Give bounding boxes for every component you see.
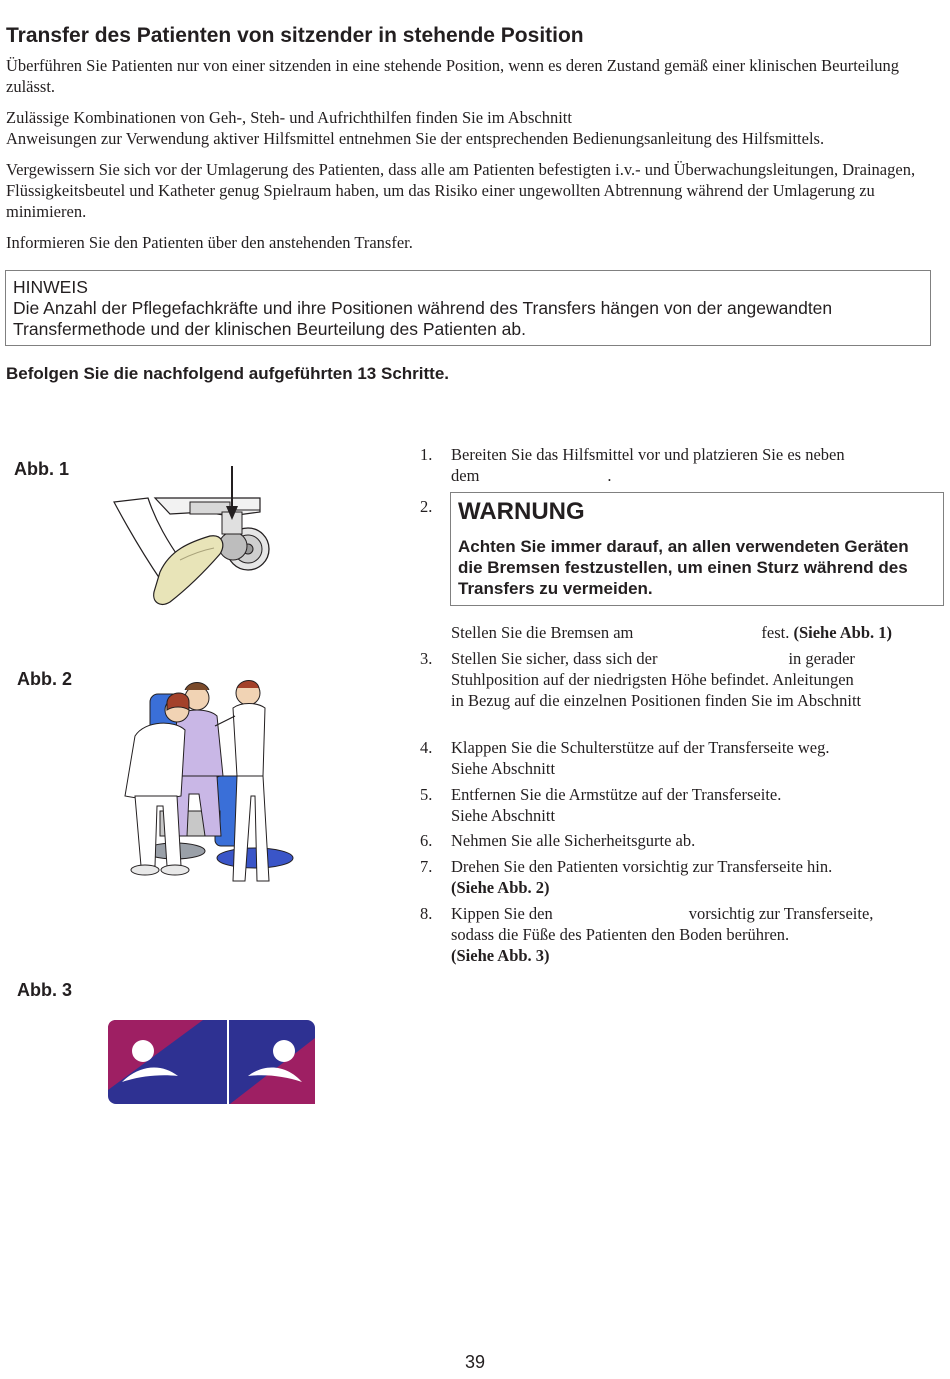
note-box: [5, 270, 931, 346]
warning-box: [450, 492, 944, 606]
step-6-text: Nehmen Sie alle Sicherheitsgurte ab.: [451, 831, 696, 850]
lines-check-paragraph: Vergewissern Sie sich vor der Umlagerung des Patienten, dass alle am Patienten befestigten i.v.- und Überwachungsleitungen, Drainagen, Flüssigkeitsbeutel und Katheter genug Spielraum haben, um das Risiko einer ungewollten Abtrennung während der Umlagerung zu minimieren.: [6, 160, 916, 221]
step-5-line-b: Siehe Abschnitt: [451, 806, 556, 825]
step-3-line-b: in gerader: [788, 649, 855, 668]
step-2-number: 2.: [420, 497, 433, 516]
step-8-line-a: Kippen Sie den: [451, 904, 553, 923]
step-4-number: 4.: [420, 738, 433, 757]
figure-3-tilt-panel: [108, 1020, 315, 1104]
intro-paragraph: Überführen Sie Patienten nur von einer sitzenden in eine stehende Position, wenn es deren Zustand gemäß einer klinischen Beurteilung zulässt.: [6, 56, 900, 96]
step-3-number: 3.: [420, 649, 433, 668]
page-title: Transfer des Patienten von sitzender in stehende Position: [6, 24, 584, 47]
note-label: HINWEIS: [13, 277, 88, 297]
step-8-line-c: sodass die Füße des Patienten den Boden berühren.: [451, 925, 790, 944]
step-1-number: 1.: [420, 445, 433, 464]
tilt-person-head-icon: [132, 1040, 154, 1062]
step-8-text: [451, 903, 946, 966]
step-1-end: .: [607, 466, 612, 485]
step-4-line-a: Klappen Sie die Schulterstütze auf der Transferseite weg.: [451, 738, 830, 757]
step-6-number: 6.: [420, 831, 433, 850]
step-2-ref: (Siehe Abb. 1): [793, 623, 893, 642]
step-4-line-b: Siehe Abschnitt: [451, 759, 556, 778]
step-2-text: [451, 622, 946, 643]
warning-text: Achten Sie immer darauf, an allen verwendeten Geräten die Bremsen festzustellen, um einen Sturz während des Transfers zu vermeiden.: [458, 537, 909, 598]
step-7-ref: (Siehe Abb. 2): [451, 878, 550, 897]
step-8-number: 8.: [420, 904, 433, 923]
step-1-text: [451, 444, 946, 486]
combinations-paragraph: Zulässige Kombinationen von Geh-, Steh- und Aufrichthilfen finden Sie im Abschnitt: [6, 108, 572, 127]
active-aids-paragraph: Anweisungen zur Verwendung aktiver Hilfsmittel entnehmen Sie der entsprechenden Bedienungsanleitung des Hilfsmittels.: [6, 129, 825, 148]
step-7-text: [451, 856, 946, 898]
step-1-line-b: dem: [451, 466, 480, 485]
note-text: Die Anzahl der Pflegefachkräfte und ihre Positionen während des Transfers hängen von der angewandten Transfermethode und der klinischen Beurteilung des Patienten ab.: [13, 298, 833, 339]
inform-patient-paragraph: Informieren Sie den Patienten über den anstehenden Transfer.: [6, 233, 413, 252]
step-8-line-b: vorsichtig zur Transferseite,: [688, 904, 874, 923]
step-1-line-a: Bereiten Sie das Hilfsmittel vor und platzieren Sie es neben: [451, 445, 845, 464]
step-4-text: [451, 737, 946, 779]
figure-3-label: Abb. 3: [17, 980, 73, 1000]
step-3-line-c: Stuhlposition auf der niedrigsten Höhe befindet. Anleitungen: [451, 670, 854, 689]
step-3-line-d: in Bezug auf die einzelnen Positionen finden Sie im Abschnitt: [451, 691, 862, 710]
figure-1-label: Abb. 1: [14, 459, 70, 479]
step-7-line-a: Drehen Sie den Patienten vorsichtig zur Transferseite hin.: [451, 857, 833, 876]
step-8-ref: (Siehe Abb. 3): [451, 946, 550, 965]
page-number: 39: [464, 1352, 486, 1372]
step-3-line-a: Stellen Sie sicher, dass sich der: [451, 649, 658, 668]
warning-title: WARNUNG: [458, 498, 585, 525]
step-5-number: 5.: [420, 785, 433, 804]
step-3-text: [451, 648, 946, 711]
step-2-line-b: fest.: [761, 623, 790, 642]
step-5-line-a: Entfernen Sie die Armstütze auf der Transferseite.: [451, 785, 782, 804]
step-5-text: [451, 784, 946, 826]
steps-heading: Befolgen Sie die nachfolgend aufgeführten 13 Schritte.: [6, 364, 450, 383]
step-2-line-a: Stellen Sie die Bremsen am: [451, 623, 634, 642]
step-7-number: 7.: [420, 857, 433, 876]
figure-1-brake-illustration: [110, 462, 280, 612]
figure-2-turning-illustration: [105, 676, 295, 901]
figure-2-label: Abb. 2: [17, 669, 73, 689]
